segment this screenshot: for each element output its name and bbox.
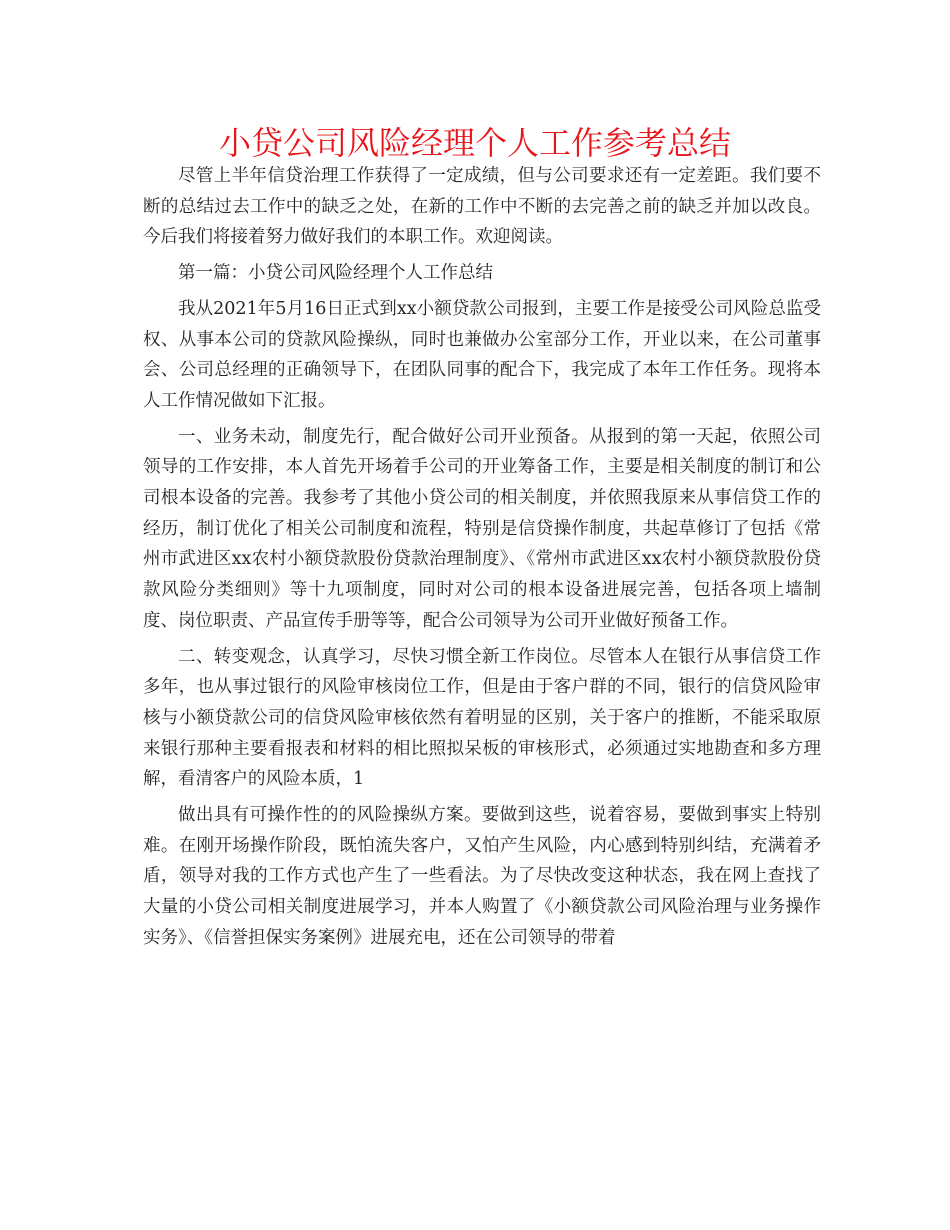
paragraph-point-one: 一、业务未动，制度先行，配合做好公司开业预备。从报到的第一天起，依照公司领导的工作安排，本人首先开场着手公司的开业筹备工作，主要是相关制度的制订和公司根本设备的完善。我参考了其他小贷公司的相关制度，并依照我原来从事信贷工作的经历，制订优化了相关公司制度和流程，特别是信贷操作制度，共起草修订了包括《常州市武进区xx农村小额贷款股份贷款治理制度》、《常州市武进区xx农村小额贷款股份贷款风险分类细则》等十九项制度，同时对公司的根本设备进展完善，包括各项上墙制度、岗位职责、产品宣传手册等等，配合公司领导为公司开业做好预备工作。 (143, 426, 821, 631)
paragraph-point-two: 二、转变观念，认真学习，尽快习惯全新工作岗位。尽管本人在银行从事信贷工作多年，也从事过银行的风险审核岗位工作，但是由于客户群的不同，银行的信贷风险审核与小额贷款公司的信贷风险审核依然有着明显的区别，关于客户的推断，不能采取原来银行那种主要看报表和材料的相比照拟呆板的审核形式，必须通过实地勘查和多方理解，看清客户的风险本质，1 (143, 646, 821, 790)
paragraph-section-heading: 第一篇：小贷公司风险经理个人工作总结 (178, 263, 493, 284)
paragraph-report-start: 我从2021年5月16日正式到xx小额贷款公司报到，主要工作是接受公司风险总监受权、从事本公司的贷款风险操纵，同时也兼做办公室部分工作，开业以来，在公司董事会、公司总经理的正确领导下，在团队同事的配合下，我完成了本年工作任务。现将本人工作情况做如下汇报。 (143, 298, 821, 411)
document-body (143, 161, 821, 959)
paragraph-continuation: 做出具有可操作性的的风险操纵方案。要做到这些，说着容易，要做到事实上特别难。在刚开场操作阶段，既怕流失客户，又怕产生风险，内心感到特别纠结，充满着矛盾，领导对我的工作方式也产生了一些看法。为了尽快改变这种状态，我在网上查找了大量的小贷公司相关制度进展学习，并本人购置了《小额贷款公司风险治理与业务操作实务》、《信誉担保实务案例》进展充电，还在公司领导的带着 (143, 805, 821, 948)
paragraph-intro: 尽管上半年信贷治理工作获得了一定成绩，但与公司要求还有一定差距。我们要不断的总结过去工作中的缺乏之处，在新的工作中不断的去完善之前的缺乏并加以改良。今后我们将接着努力做好我们的本职工作。欢迎阅读。 (143, 166, 821, 248)
document-title: 小贷公司风险经理个人工作参考总结 (218, 124, 731, 162)
